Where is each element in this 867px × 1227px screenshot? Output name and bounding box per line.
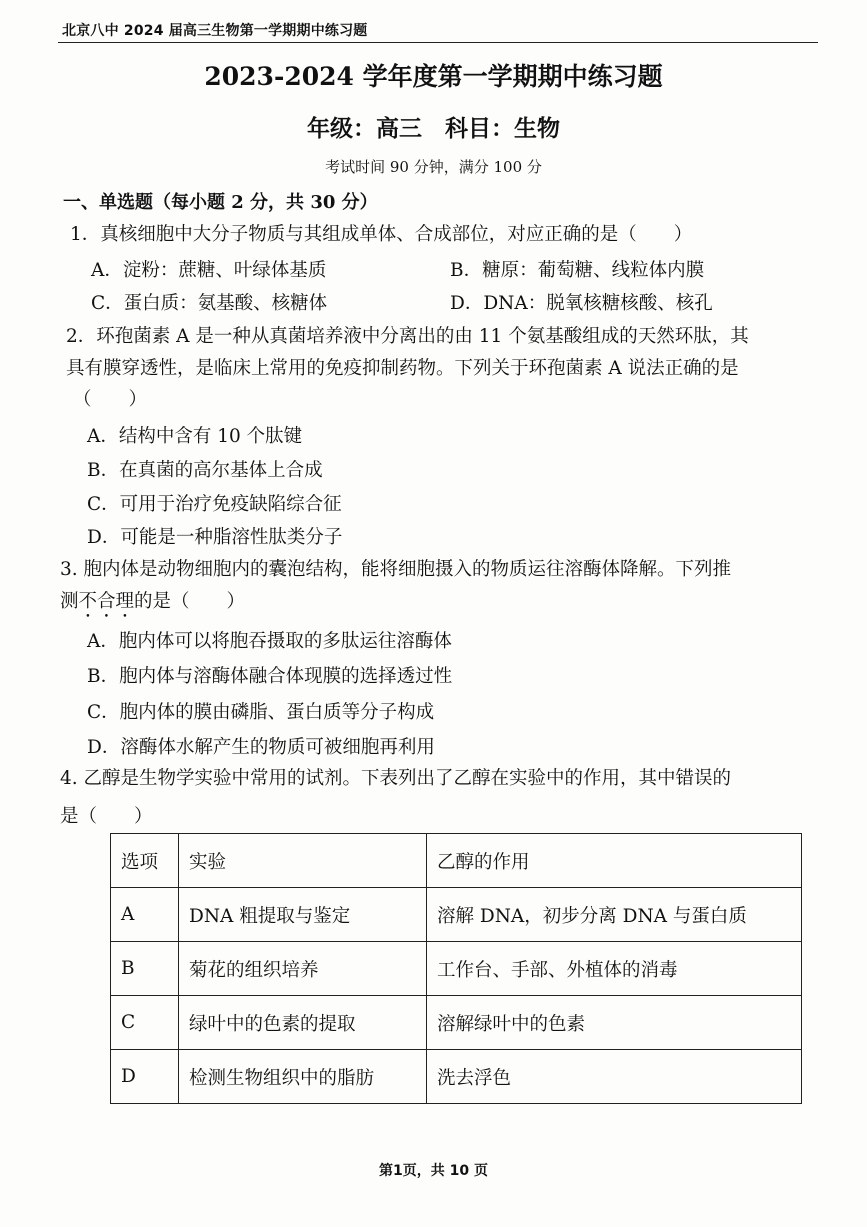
table-cell: 绿叶中的色素的提取: [179, 996, 427, 1050]
question-4-line-2: 是（ ）: [60, 806, 153, 827]
table-cell: 溶解绿叶中的色素: [427, 996, 802, 1050]
header-rule: [58, 42, 818, 43]
table-row: [111, 1050, 802, 1104]
table-cell: 洗去浮色: [427, 1050, 802, 1104]
table-cell: B: [111, 942, 179, 996]
question-2-option-a: A．结构中含有 10 个肽键: [87, 426, 303, 447]
question-4-line-1: 4. 乙醇是生物学实验中常用的试剂。下表列出了乙醇在实验中的作用，其中错误的: [60, 768, 732, 789]
table-row: [111, 942, 802, 996]
question-3-option-b: B．胞内体与溶酶体融合体现膜的选择透过性: [87, 666, 453, 687]
question-3-option-a: A．胞内体可以将胞吞摄取的多肽运往溶酶体: [87, 631, 452, 652]
exam-info: 考试时间 90 分钟，满分 100 分: [325, 158, 542, 176]
question-1-option-a: A．淀粉：蔗糖、叶绿体基质: [91, 260, 327, 281]
table-cell: DNA 粗提取与鉴定: [179, 888, 427, 942]
question-1-option-b: B．糖原：葡萄糖、线粒体内膜: [450, 260, 705, 281]
question-2-option-b: B．在真菌的高尔基体上合成: [87, 460, 323, 481]
table-row: [111, 996, 802, 1050]
question-2-line-3: （ ）: [73, 389, 148, 410]
exam-subtitle: 年级：高三 科目：生物: [307, 115, 560, 142]
table-header-cell: 实验: [179, 834, 427, 888]
question-1-option-c: C．蛋白质：氨基酸、核糖体: [91, 293, 328, 314]
question-2-option-c: C．可用于治疗免疫缺陷综合征: [87, 494, 342, 515]
table-row: [111, 888, 802, 942]
question-3-emphasis: 不合理: [78, 591, 135, 612]
table-cell: C: [111, 996, 179, 1050]
table-header-cell: 选项: [111, 834, 179, 888]
table-cell: 溶解 DNA，初步分离 DNA 与蛋白质: [427, 888, 802, 942]
table-cell: D: [111, 1050, 179, 1104]
page-header: 北京八中 2024 届高三生物第一学期期中练习题: [62, 23, 368, 39]
question-2-option-d: D．可能是一种脂溶性肽类分子: [87, 527, 343, 548]
table-header-cell: 乙醇的作用: [427, 834, 802, 888]
table-cell: 工作台、手部、外植体的消毒: [427, 942, 802, 996]
table-cell: A: [111, 888, 179, 942]
table-cell: 菊花的组织培养: [179, 942, 427, 996]
question-2-line-1: 2．环孢菌素 A 是一种从真菌培养液中分离出的由 11 个氨基酸组成的天然环肽，其: [66, 326, 749, 347]
table-cell: 检测生物组织中的脂肪: [179, 1050, 427, 1104]
question-3-option-c: C．胞内体的膜由磷脂、蛋白质等分子构成: [87, 702, 435, 723]
question-3-line-2-pre: 测: [60, 591, 79, 612]
page-footer: 第1页，共 10 页: [379, 1163, 488, 1179]
question-3-line-2: [60, 585, 245, 622]
question-2-line-2: 具有膜穿透性，是临床上常用的免疫抑制药物。下列关于环孢菌素 A 说法正确的是: [66, 358, 739, 379]
exam-title: 2023-2024 学年度第一学期期中练习题: [204, 62, 663, 91]
question-3-line-1: 3. 胞内体是动物细胞内的囊泡结构，能将细胞摄入的物质运往溶酶体降解。下列推: [60, 559, 732, 580]
section-heading: 一、单选题（每小题 2 分，共 30 分）: [63, 192, 378, 213]
ethanol-table: [110, 833, 802, 1104]
question-3-line-2-post: 的是（ ）: [134, 591, 246, 612]
table-header-row: [111, 834, 802, 888]
question-3-option-d: D．溶酶体水解产生的物质可被细胞再利用: [87, 737, 435, 758]
question-1-option-d: D．DNA：脱氧核糖核酸、核孔: [450, 293, 713, 314]
question-1-stem: 1．真核细胞中大分子物质与其组成单体、合成部位，对应正确的是（ ）: [70, 224, 693, 245]
